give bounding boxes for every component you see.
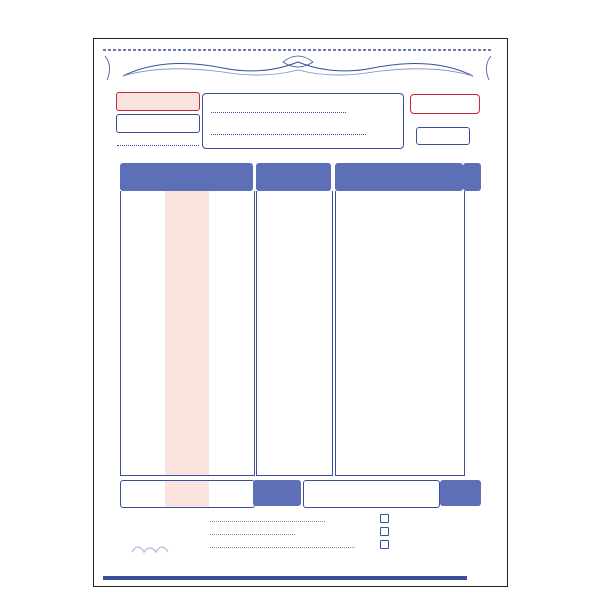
- invoice-number-box: [116, 92, 200, 111]
- sum-digits-field[interactable]: [120, 480, 255, 508]
- description-header: [335, 163, 463, 191]
- invoice-label: [416, 127, 470, 145]
- watermark-logo: [130, 540, 170, 556]
- sum-words-label: [440, 480, 481, 506]
- date-field[interactable]: [116, 114, 200, 133]
- sum-words-field[interactable]: [303, 480, 440, 508]
- total-price-header: [120, 163, 253, 191]
- rest-checkbox[interactable]: [380, 540, 389, 549]
- qty-price-header: [256, 163, 331, 191]
- phone-line[interactable]: [211, 134, 366, 135]
- customer-box: [202, 93, 404, 149]
- sum-digits-label: [253, 480, 301, 506]
- row-header: [463, 163, 481, 191]
- economic-code-line[interactable]: [117, 145, 199, 146]
- customer-line[interactable]: [211, 112, 346, 113]
- decorative-border: [103, 46, 493, 84]
- check-checkbox[interactable]: [380, 527, 389, 536]
- table-grid: [118, 191, 483, 477]
- rest-line[interactable]: [210, 547, 355, 548]
- cash-checkbox[interactable]: [380, 514, 389, 523]
- footer-brand: [103, 556, 467, 580]
- invoice-title: [410, 94, 480, 114]
- cash-line[interactable]: [210, 521, 325, 522]
- check-line[interactable]: [210, 534, 295, 535]
